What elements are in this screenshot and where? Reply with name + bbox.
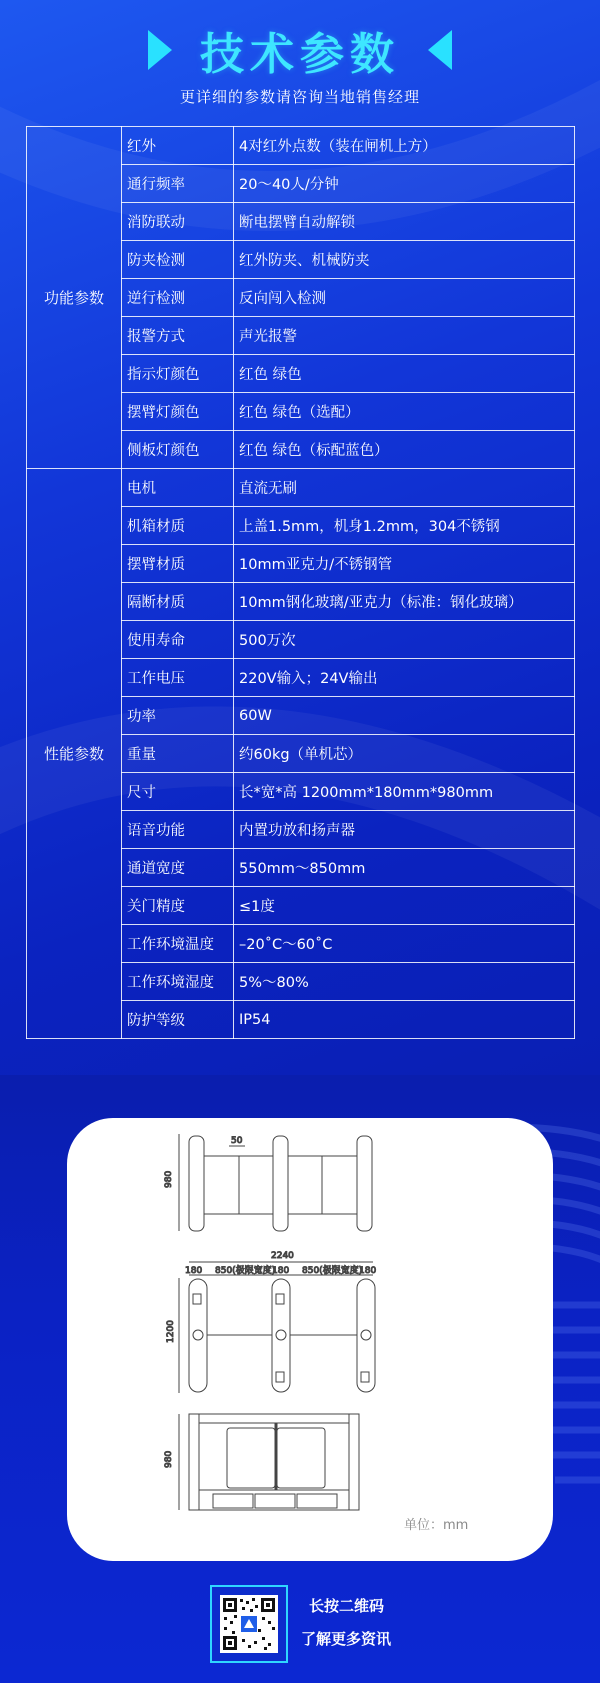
param-name-cell: 尺寸 (122, 773, 234, 811)
param-name-cell: 逆行检测 (122, 279, 234, 317)
total-width-label: 2240 (271, 1251, 294, 1261)
param-value-cell: 550mm～850mm (234, 849, 575, 887)
dimension-drawing-card (67, 1118, 553, 1561)
segment-3-label: 180 (272, 1266, 290, 1276)
segment-1-label: 180 (185, 1266, 203, 1276)
table-row (27, 469, 575, 507)
param-name-cell: 侧板灯颜色 (122, 431, 234, 469)
param-name-cell: 关门精度 (122, 887, 234, 925)
param-name-cell: 消防联动 (122, 203, 234, 241)
category-cell: 性能参数 (27, 469, 122, 1039)
spec-table (26, 126, 575, 1039)
param-name-cell: 通道宽度 (122, 849, 234, 887)
param-value-cell: 20～40人/分钟 (234, 165, 575, 203)
param-name-cell: 通行频率 (122, 165, 234, 203)
param-value-cell: –20˚C～60˚C (234, 925, 575, 963)
param-name-cell: 红外 (122, 127, 234, 165)
param-value-cell: 反向闯入检测 (234, 279, 575, 317)
qr-code-icon (220, 1595, 278, 1653)
param-name-cell: 指示灯颜色 (122, 355, 234, 393)
qr-code[interactable] (210, 1585, 288, 1663)
param-value-cell: 内置功放和扬声器 (234, 811, 575, 849)
table-row (27, 127, 575, 165)
param-value-cell: 5%～80% (234, 963, 575, 1001)
param-name-cell: 报警方式 (122, 317, 234, 355)
depth-label: 1200 (166, 1320, 176, 1343)
param-value-cell: 4对红外点数（装在闸机上方） (234, 127, 575, 165)
category-cell: 功能参数 (27, 127, 122, 469)
page-subtitle: 更详细的参数请咨询当地销售经理 (179, 88, 420, 106)
param-name-cell: 防夹检测 (122, 241, 234, 279)
triangle-right-icon (148, 30, 172, 70)
segment-5-label: 180 (359, 1266, 377, 1276)
side-height-label: 980 (164, 1170, 174, 1188)
param-value-cell: IP54 (234, 1001, 575, 1039)
dimension-drawing (67, 1118, 553, 1561)
param-name-cell: 摆臂材质 (122, 545, 234, 583)
triangle-left-icon (428, 30, 452, 70)
segment-2-label: 850(极限宽度) (215, 1266, 276, 1276)
param-value-cell: 10mm亚克力/不锈钢管 (234, 545, 575, 583)
param-name-cell: 隔断材质 (122, 583, 234, 621)
param-name-cell: 工作电压 (122, 659, 234, 697)
param-name-cell: 机箱材质 (122, 507, 234, 545)
param-value-cell: 60W (234, 697, 575, 735)
param-value-cell: 断电摆臂自动解锁 (234, 203, 575, 241)
front-height-label: 980 (164, 1450, 174, 1468)
param-name-cell: 功率 (122, 697, 234, 735)
param-value-cell: 220V输入；24V输出 (234, 659, 575, 697)
arm-width-label: 50 (231, 1136, 243, 1146)
param-value-cell: 红色 绿色（选配） (234, 393, 575, 431)
param-value-cell: ≤1度 (234, 887, 575, 925)
param-value-cell: 长*宽*高 1200mm*180mm*980mm (234, 773, 575, 811)
unit-label: 单位：mm (404, 1518, 469, 1533)
param-name-cell: 电机 (122, 469, 234, 507)
param-name-cell: 工作环境温度 (122, 925, 234, 963)
cta-line-2: 了解更多资讯 (301, 1630, 392, 1648)
param-name-cell: 使用寿命 (122, 621, 234, 659)
param-name-cell: 重量 (122, 735, 234, 773)
param-value-cell: 声光报警 (234, 317, 575, 355)
title-row (0, 18, 600, 82)
page-title: 技术参数 (200, 29, 400, 80)
param-value-cell: 直流无刷 (234, 469, 575, 507)
param-name-cell: 防护等级 (122, 1001, 234, 1039)
param-value-cell: 红外防夹、机械防夹 (234, 241, 575, 279)
cta-line-1: 长按二维码 (309, 1597, 385, 1615)
param-value-cell: 红色 绿色 (234, 355, 575, 393)
segment-4-label: 850(极限宽度) (302, 1266, 363, 1276)
param-value-cell: 500万次 (234, 621, 575, 659)
param-value-cell: 上盖1.5mm，机身1.2mm，304不锈钢 (234, 507, 575, 545)
param-value-cell: 红色 绿色（标配蓝色） (234, 431, 575, 469)
param-name-cell: 摆臂灯颜色 (122, 393, 234, 431)
param-value-cell: 约60kg（单机芯） (234, 735, 575, 773)
param-name-cell: 工作环境湿度 (122, 963, 234, 1001)
param-name-cell: 语音功能 (122, 811, 234, 849)
param-value-cell: 10mm钢化玻璃/亚克力（标准：钢化玻璃） (234, 583, 575, 621)
